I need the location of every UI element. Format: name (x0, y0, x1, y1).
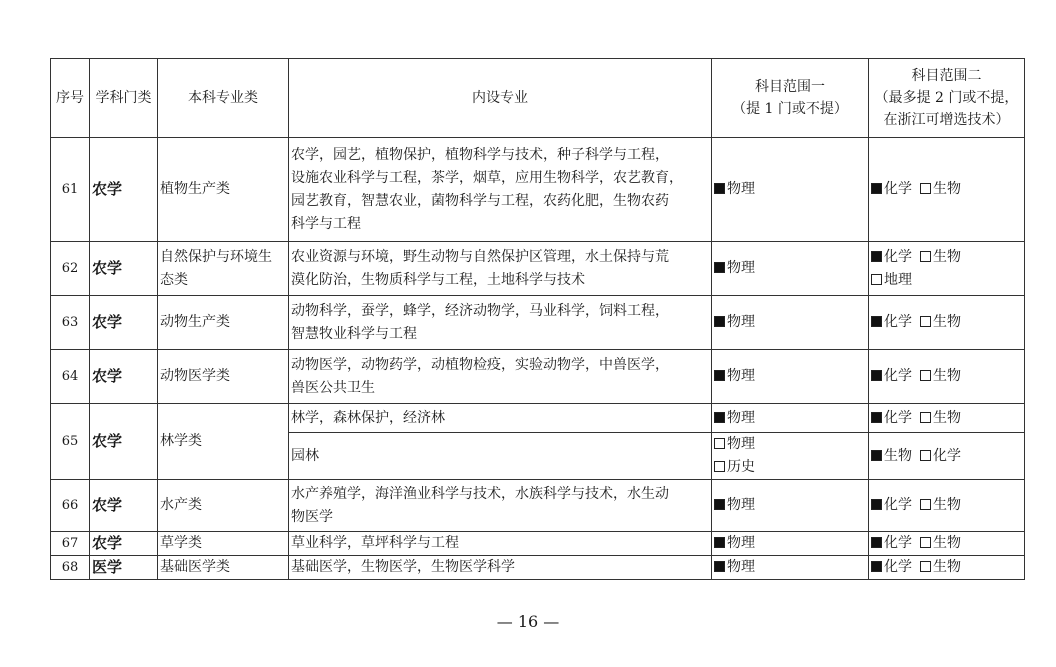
unchecked-box-icon (714, 438, 725, 449)
checked-box-icon (714, 370, 725, 381)
subject-option (920, 410, 961, 426)
row-internal-majors (289, 433, 712, 480)
checked-box-icon (871, 370, 882, 381)
row-internal-majors (289, 532, 712, 556)
major-line: 林学类 (160, 433, 202, 449)
subject-option (871, 535, 912, 551)
scope2-option-line (871, 311, 1022, 334)
subject-label: 化学 (884, 181, 912, 197)
subject-option (920, 249, 961, 265)
subject-option (920, 314, 961, 330)
row-number: 65 (51, 404, 90, 480)
internal-major-line: 动物医学，动物药学，动植物检疫，实验动物学，中兽医学， (291, 356, 669, 373)
subject-option (714, 410, 755, 426)
scope1-option-line (714, 494, 866, 517)
checked-box-icon (714, 499, 725, 510)
subject-option (920, 181, 961, 197)
subject-option (920, 448, 961, 464)
row-major-class (158, 296, 289, 350)
header-internal: 内设专业 (289, 59, 712, 138)
row-internal-majors (289, 404, 712, 433)
unchecked-box-icon (920, 412, 931, 423)
checked-box-icon (714, 316, 725, 327)
table-row (51, 350, 1025, 404)
header-scope2-line: （最多提 2 门或不提， (874, 90, 1019, 106)
internal-major-line: 农学，园艺，植物保护，植物科学与技术，种子科学与工程， (291, 146, 669, 163)
scope1-option-line (714, 311, 866, 334)
row-internal-majors (289, 556, 712, 580)
subject-option (714, 368, 755, 384)
subject-option (871, 249, 912, 265)
checked-box-icon (871, 412, 882, 423)
subject-label: 生物 (884, 447, 912, 464)
unchecked-box-icon (920, 450, 931, 461)
subject-label: 物理 (727, 559, 755, 575)
internal-major-line: 基础医学，生物医学，生物医学科学 (291, 559, 515, 575)
subject-label: 生物 (933, 535, 961, 551)
subject-label: 化学 (884, 535, 912, 551)
subject-label: 生物 (933, 181, 961, 197)
row-number: 62 (51, 242, 90, 296)
internal-major-line: 园林 (291, 447, 319, 464)
header-scope2-line: 科目范围二 (911, 68, 982, 84)
row-category: 农学 (90, 404, 158, 480)
subject-label: 生物 (933, 314, 961, 330)
table-row (51, 480, 1025, 532)
header-row (51, 59, 1025, 138)
row-category: 农学 (90, 138, 158, 242)
scope1-option-line (714, 365, 866, 388)
table-row (51, 532, 1025, 556)
row-category: 农学 (90, 350, 158, 404)
internal-major-line: 农业资源与环境，野生动物与自然保护区管理，水土保持与荒 (291, 248, 669, 265)
header-scope1-line: 科目范围一 (755, 79, 825, 95)
subject-option (714, 497, 755, 513)
subject-label: 物理 (727, 436, 755, 452)
subject-label: 物理 (727, 260, 755, 276)
header-scope1 (712, 59, 869, 138)
row-scope2 (869, 433, 1025, 480)
row-major-class (158, 350, 289, 404)
scope2-option-line (871, 556, 1022, 579)
scope1-option-line (714, 556, 866, 579)
major-line: 草学类 (160, 535, 202, 551)
subject-label: 地理 (884, 271, 912, 288)
row-scope2 (869, 404, 1025, 433)
row-major-class (158, 480, 289, 532)
scope1-option-line (714, 532, 866, 555)
scope1-option-line (714, 433, 866, 456)
table-row (51, 138, 1025, 242)
row-category: 医学 (90, 556, 158, 580)
unchecked-box-icon (920, 370, 931, 381)
subject-option (714, 181, 755, 197)
row-internal-majors (289, 296, 712, 350)
subject-option (871, 181, 912, 197)
row-number: 64 (51, 350, 90, 404)
scope2-option-line (871, 407, 1022, 430)
internal-major-line: 水产养殖学，海洋渔业科学与技术，水族科学与技术，水生动 (291, 485, 669, 502)
row-number: 67 (51, 532, 90, 556)
major-line: 动物医学类 (160, 368, 230, 384)
subject-label: 化学 (884, 559, 912, 575)
row-major-class (158, 404, 289, 480)
row-number: 66 (51, 480, 90, 532)
subject-label: 化学 (884, 248, 912, 265)
unchecked-box-icon (920, 561, 931, 572)
scope2-option-line (871, 269, 1022, 292)
subject-label: 生物 (933, 368, 961, 384)
header-scope2-line: 在浙江可增选技术） (883, 112, 1010, 128)
scope2-option-line (871, 178, 1022, 201)
row-number: 63 (51, 296, 90, 350)
subject-label: 生物 (933, 559, 961, 575)
internal-major-line: 草业科学，草坪科学与工程 (291, 535, 459, 551)
scope1-option-line (714, 178, 866, 201)
row-number: 68 (51, 556, 90, 580)
internal-major-line: 林学，森林保护，经济林 (291, 409, 445, 426)
row-scope2 (869, 138, 1025, 242)
subject-option (714, 436, 755, 452)
major-line: 水产类 (160, 497, 202, 513)
unchecked-box-icon (920, 251, 931, 262)
scope2-option-line (871, 365, 1022, 388)
header-major: 本科专业类 (158, 59, 289, 138)
major-line: 基础医学类 (160, 559, 230, 575)
internal-major-line: 动物科学，蚕学，蜂学，经济动物学，马业科学，饲料工程， (291, 302, 669, 319)
row-scope1 (712, 556, 869, 580)
row-scope1 (712, 242, 869, 296)
internal-major-line: 科学与工程 (291, 215, 361, 232)
scope1-option-line (714, 456, 866, 479)
subject-option (871, 368, 912, 384)
row-scope1 (712, 138, 869, 242)
subject-label: 化学 (884, 368, 912, 384)
internal-major-line: 物医学 (291, 508, 333, 525)
row-scope2 (869, 532, 1025, 556)
header-scope1-line: （提 1 门或不提） (732, 101, 848, 117)
row-internal-majors (289, 480, 712, 532)
scope1-option-line (714, 407, 866, 430)
subject-option (714, 314, 755, 330)
subject-option (714, 559, 755, 575)
checked-box-icon (714, 183, 725, 194)
subject-label: 物理 (727, 497, 755, 513)
internal-major-line: 设施农业科学与工程，茶学，烟草，应用生物科学，农艺教育， (291, 169, 683, 186)
row-scope2 (869, 350, 1025, 404)
scope1-option-line (714, 257, 866, 280)
subject-option (871, 448, 912, 464)
internal-major-line: 漠化防治，生物质科学与工程，土地科学与技术 (291, 271, 585, 288)
internal-major-line: 兽医公共卫生 (291, 379, 375, 396)
subject-label: 化学 (884, 314, 912, 330)
row-number: 61 (51, 138, 90, 242)
row-category: 农学 (90, 242, 158, 296)
major-line: 动物生产类 (160, 314, 230, 330)
row-internal-majors (289, 350, 712, 404)
checked-box-icon (871, 561, 882, 572)
scope2-option-line (871, 445, 1022, 468)
subject-label: 物理 (727, 368, 755, 384)
row-internal-majors (289, 242, 712, 296)
subject-option (714, 260, 755, 276)
row-major-class (158, 242, 289, 296)
subject-option (920, 368, 961, 384)
row-scope1 (712, 296, 869, 350)
checked-box-icon (871, 450, 882, 461)
subject-label: 生物 (933, 497, 961, 513)
subject-label: 化学 (884, 409, 912, 426)
scope2-option-line (871, 494, 1022, 517)
internal-major-line: 园艺教育，智慧农业，菌物科学与工程，农药化肥，生物农药 (291, 192, 669, 209)
unchecked-box-icon (920, 537, 931, 548)
header-scope2 (869, 59, 1025, 138)
subject-option (920, 535, 961, 551)
major-line: 自然保护与环境生 (160, 248, 272, 265)
header-category: 学科门类 (90, 59, 158, 138)
checked-box-icon (871, 316, 882, 327)
checked-box-icon (714, 561, 725, 572)
row-scope1 (712, 532, 869, 556)
row-major-class (158, 532, 289, 556)
subject-label: 物理 (727, 314, 755, 330)
row-scope1 (712, 433, 869, 480)
row-scope2 (869, 480, 1025, 532)
row-category: 农学 (90, 296, 158, 350)
checked-box-icon (871, 251, 882, 262)
row-scope2 (869, 556, 1025, 580)
subject-label: 物理 (727, 181, 755, 197)
checked-box-icon (714, 412, 725, 423)
subject-label: 生物 (933, 248, 961, 265)
row-category: 农学 (90, 532, 158, 556)
subject-option (920, 497, 961, 513)
row-category: 农学 (90, 480, 158, 532)
subject-label: 化学 (884, 497, 912, 513)
checked-box-icon (871, 537, 882, 548)
internal-major-line: 智慧牧业科学与工程 (291, 325, 417, 342)
subject-label: 物理 (727, 409, 755, 426)
subject-option (871, 559, 912, 575)
checked-box-icon (871, 499, 882, 510)
subject-label: 物理 (727, 535, 755, 551)
row-scope2 (869, 296, 1025, 350)
major-line: 态类 (160, 271, 188, 288)
subject-requirements-table (50, 58, 1025, 580)
row-scope2 (869, 242, 1025, 296)
row-scope1 (712, 404, 869, 433)
row-internal-majors (289, 138, 712, 242)
scope2-option-line (871, 246, 1022, 269)
subject-option (871, 314, 912, 330)
table-row (51, 296, 1025, 350)
row-scope1 (712, 350, 869, 404)
unchecked-box-icon (714, 461, 725, 472)
header-no: 序号 (51, 59, 90, 138)
table-row (51, 556, 1025, 580)
subject-label: 历史 (727, 459, 755, 475)
unchecked-box-icon (871, 274, 882, 285)
page-number: — 16 — (496, 612, 560, 631)
subject-label: 生物 (933, 409, 961, 426)
subject-option (714, 535, 755, 551)
checked-box-icon (871, 183, 882, 194)
checked-box-icon (714, 262, 725, 273)
unchecked-box-icon (920, 499, 931, 510)
scope2-option-line (871, 532, 1022, 555)
subject-option (871, 410, 912, 426)
table-row (51, 404, 1025, 433)
subject-option (920, 559, 961, 575)
subject-option (871, 272, 912, 288)
row-major-class (158, 556, 289, 580)
row-major-class (158, 138, 289, 242)
major-line: 植物生产类 (160, 181, 230, 197)
unchecked-box-icon (920, 316, 931, 327)
checked-box-icon (714, 537, 725, 548)
subject-option (714, 459, 755, 475)
subject-label: 化学 (933, 447, 961, 464)
unchecked-box-icon (920, 183, 931, 194)
table-row (51, 242, 1025, 296)
subject-option (871, 497, 912, 513)
row-scope1 (712, 480, 869, 532)
